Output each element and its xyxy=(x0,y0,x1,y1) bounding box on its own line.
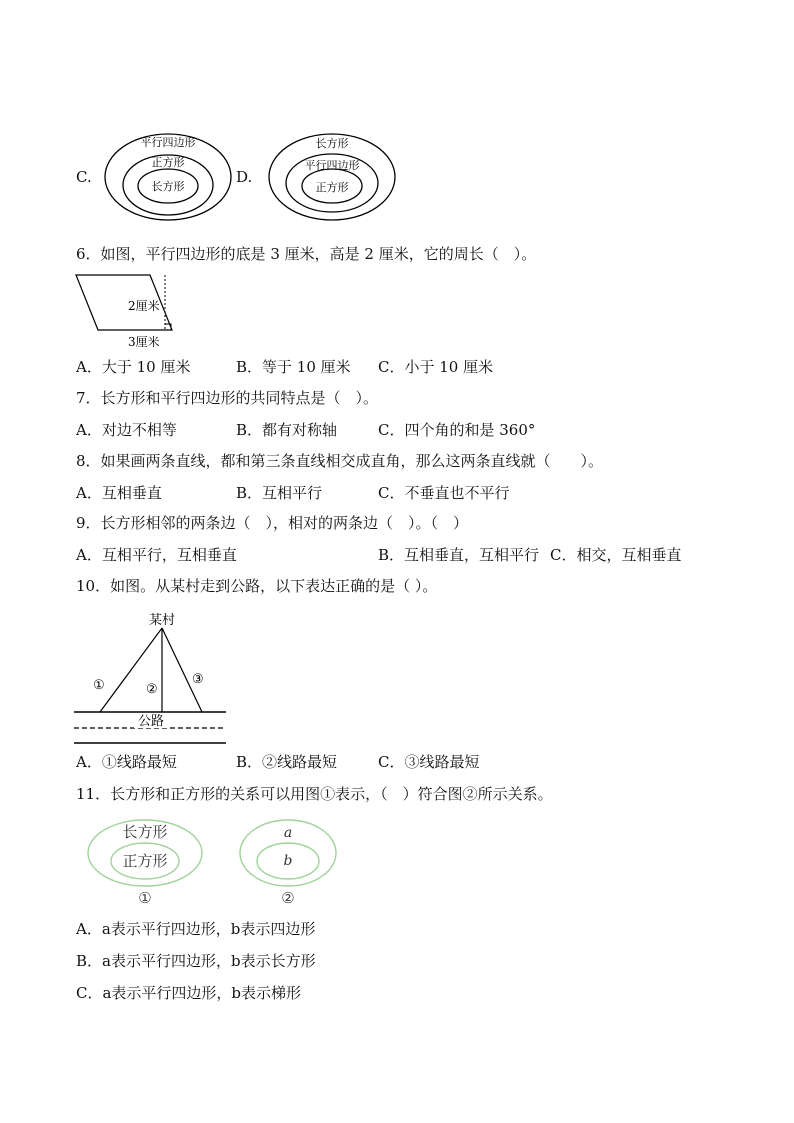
venn-diagram-c xyxy=(103,132,233,222)
q11-option-c[interactable]: C．a表示平行四边形，b表示梯形 xyxy=(76,984,302,1002)
fig1-outer-label: 长方形 xyxy=(122,823,168,841)
q10-option-b[interactable]: B．②线路最短 xyxy=(236,753,338,771)
venn-d-outer-label: 长方形 xyxy=(315,137,349,150)
route-3-label: ③ xyxy=(192,672,204,687)
relation-figure-2 xyxy=(238,818,348,906)
venn-c-middle-label: 正方形 xyxy=(151,156,185,169)
venn-d-middle-label: 平行四边形 xyxy=(304,159,360,172)
venn-diagram-d xyxy=(267,132,397,222)
question-7-stem: 7．长方形和平行四边形的共同特点是（ ）。 xyxy=(76,389,379,407)
q7-option-c[interactable]: C．四个角的和是 360° xyxy=(378,421,536,439)
q10-option-c[interactable]: C．③线路最短 xyxy=(378,753,480,771)
option-d-label[interactable]: D. xyxy=(236,168,253,186)
q8-option-c[interactable]: C．不垂直也不平行 xyxy=(378,484,510,502)
q9-option-c[interactable]: C．相交，互相垂直 xyxy=(550,546,682,564)
venn-d-inner-label: 正方形 xyxy=(315,181,349,194)
road-label: 公路 xyxy=(137,714,165,729)
venn-c-outer-label: 平行四边形 xyxy=(140,136,196,149)
venn-c-inner-label: 长方形 xyxy=(151,180,185,193)
question-6-stem: 6．如图，平行四边形的底是 3 厘米，高是 2 厘米，它的周长（ ）。 xyxy=(76,245,537,263)
height-label: 2厘米 xyxy=(128,299,160,313)
q9-option-a[interactable]: A．互相平行，互相垂直 xyxy=(76,546,237,564)
question-8-stem: 8．如果画两条直线，都和第三条直线相交成直角，那么这两条直线就（ ）。 xyxy=(76,452,604,470)
fig1-number: ① xyxy=(138,889,152,907)
q6-option-a[interactable]: A．大于 10 厘米 xyxy=(76,358,191,376)
route-1-label: ① xyxy=(93,678,105,693)
q6-option-b[interactable]: B．等于 10 厘米 xyxy=(236,358,351,376)
relation-figure-1 xyxy=(86,818,206,906)
q10-option-a[interactable]: A．①线路最短 xyxy=(76,753,177,771)
base-label: 3厘米 xyxy=(128,335,160,349)
fig2-outer-label: a xyxy=(283,825,293,841)
route-2-label: ② xyxy=(146,682,158,697)
q11-option-b[interactable]: B．a表示平行四边形，b表示长方形 xyxy=(76,952,316,970)
q8-option-a[interactable]: A．互相垂直 xyxy=(76,484,162,502)
question-11-stem: 11．长方形和正方形的关系可以用图①表示，（ ）符合图②所示关系。 xyxy=(76,785,553,803)
option-c-label[interactable]: C. xyxy=(76,168,92,186)
q11-option-a[interactable]: A．a表示平行四边形，b表示四边形 xyxy=(76,920,316,938)
q7-option-b[interactable]: B．都有对称轴 xyxy=(236,421,338,439)
question-9-stem: 9．长方形相邻的两条边（ ），相对的两条边（ ）。（ ） xyxy=(76,514,469,532)
q8-option-b[interactable]: B．互相平行 xyxy=(236,484,323,502)
village-label: 某村 xyxy=(148,613,176,628)
fig2-inner-label: b xyxy=(283,853,293,869)
village-road-figure xyxy=(74,610,234,745)
q9-option-b[interactable]: B．互相垂直，互相平行 xyxy=(378,546,540,564)
q6-option-c[interactable]: C．小于 10 厘米 xyxy=(378,358,494,376)
fig1-inner-label: 正方形 xyxy=(122,852,168,870)
q7-option-a[interactable]: A．对边不相等 xyxy=(76,421,177,439)
question-10-stem: 10．如图。从某村走到公路，以下表达正确的是（ ）。 xyxy=(76,577,438,595)
fig2-number: ② xyxy=(281,889,295,907)
parallelogram-figure xyxy=(74,274,184,349)
